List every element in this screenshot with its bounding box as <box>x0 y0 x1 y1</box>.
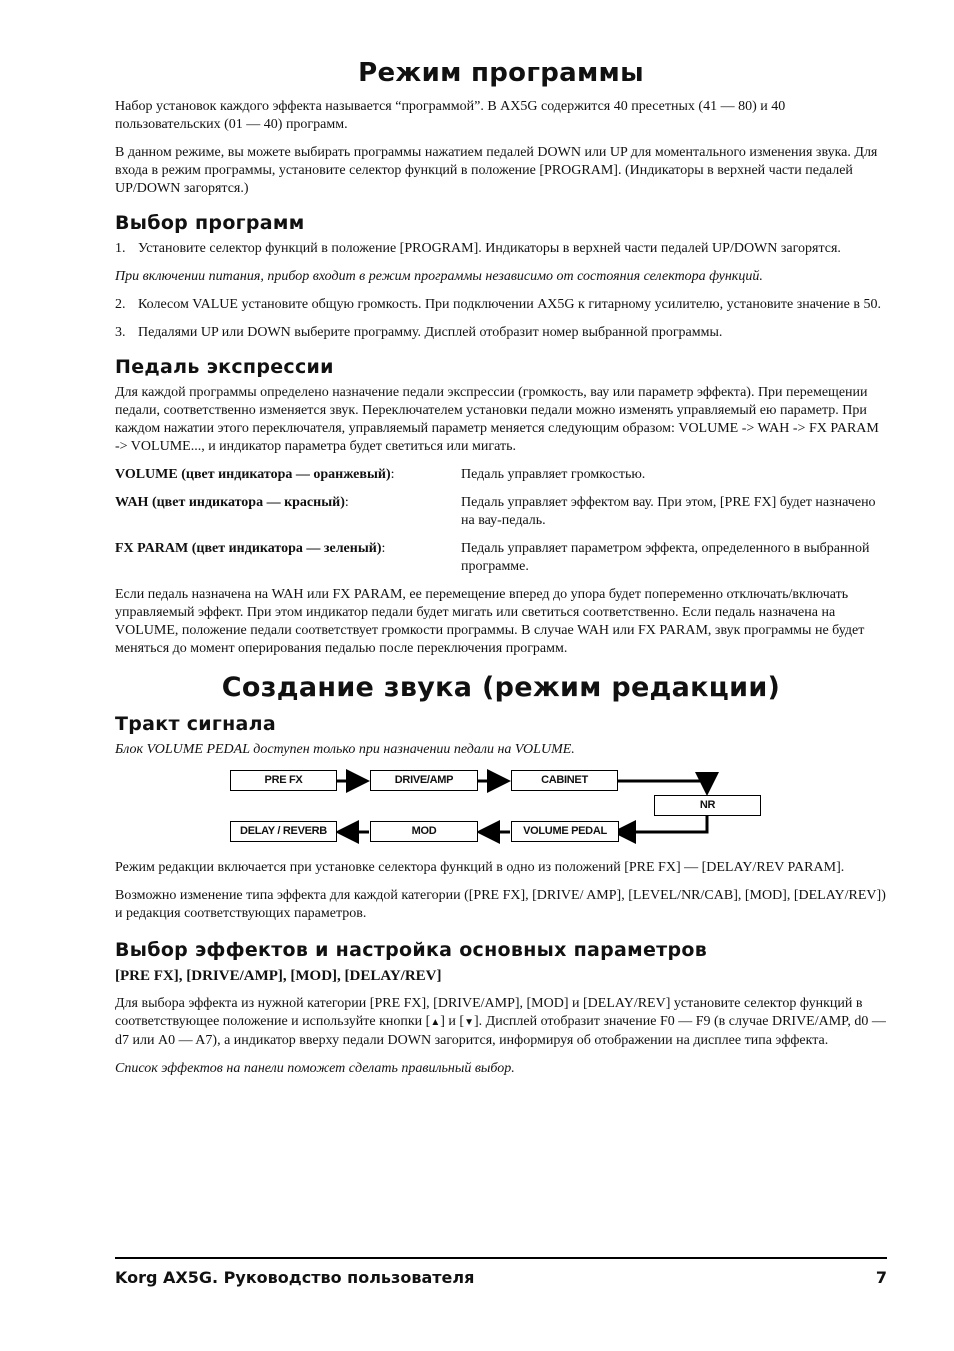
page-content <box>115 58 887 1088</box>
list-text: Колесом VALUE установите общую громкость. При подключении AX5G к гитарному усилителю, установите значение в 50. <box>138 297 881 312</box>
footer-divider <box>115 1257 887 1259</box>
definition-description: Педаль управляет эффектом вау. При этом, [PRE FX] будет назначено на вау-педаль. <box>461 495 876 528</box>
list-text: Педалями UP или DOWN выберите программу. Дисплей отобразит номер выбранной программы. <box>138 325 723 340</box>
effects-subheading: [PRE FX], [DRIVE/AMP], [MOD], [DELAY/REV] <box>115 968 442 984</box>
list-number: 2. <box>115 297 126 312</box>
signal-paragraph-1: Режим редакции включается при установке селектора функций в одно из положений [PRE FX] — [DELAY/REV PARAM]. <box>115 860 845 875</box>
arrow-nr-to-volpedal <box>618 816 707 832</box>
definition-row-volume <box>115 466 887 484</box>
definition-term: WAH (цвет индикатора — красный): <box>115 495 349 510</box>
power-on-note: При включении питания, прибор входит в режим программы независимо от состояния селектора функций. <box>115 269 763 284</box>
definition-term: FX PARAM (цвет индикатора — зеленый): <box>115 541 386 556</box>
heading-expression-pedal: Педаль экспрессии <box>115 356 334 378</box>
list-text: Установите селектор функций в положение [PROGRAM]. Индикаторы в верхней части педалей UP/DOWN загорятся. <box>138 241 841 256</box>
block-drive-amp: DRIVE/AMP <box>370 770 478 791</box>
effects-paragraph: Для выбора эффекта из нужной категории [PRE FX], [DRIVE/AMP], [MOD] и [DELAY/REV] установите селектор функций в соответствующее положение и используйте кнопки [▲] и [▼]. Дисплей отобразит значение F0 — F9 (в случае DRIVE/AMP, d0 — d7 или A0 — A7), а индикатор вверху педали DOWN загорится, информируя об отображении на дисплее типа эффекта. <box>115 996 886 1048</box>
block-nr: NR <box>654 795 761 816</box>
definition-row-fx-param <box>115 540 887 576</box>
down-arrow-icon: ▼ <box>464 1017 474 1028</box>
block-pre-fx: PRE FX <box>230 770 337 791</box>
list-number: 3. <box>115 325 126 340</box>
signal-flow-diagram <box>115 765 887 851</box>
heading-select-programs: Выбор программ <box>115 212 305 234</box>
footer-title: Korg AX5G. Руководство пользователя <box>115 1268 475 1287</box>
heading-signal-path: Тракт сигнала <box>115 713 276 735</box>
intro-paragraph-1: Набор установок каждого эффекта называется “программой”. В AX5G содержится 40 пресетных (41 — 80) и 40 пользовательских (01 — 40) программ. <box>115 99 786 132</box>
page-title: Режим программы <box>358 58 644 88</box>
definition-description: Педаль управляет параметром эффекта, определенного в выбранной программе. <box>461 541 870 574</box>
list-item <box>115 324 887 342</box>
expression-paragraph-2: Если педаль назначена на WAH или FX PARAM, ее перемещение вперед до упора будет попеременно отключать/включать управляемый эффект. При этом индикатор педали будет мигать или светиться соответственно. Если педаль назначена на VOLUME, положение педали соответствует громкости программы. В случае WAH или FX PARAM, звук программы не будет меняться до момент оперирования педалью после переключения программ. <box>115 587 865 656</box>
definition-row-wah <box>115 494 887 530</box>
section-title-sound-creation: Создание звука (режим редакции) <box>221 672 781 703</box>
definition-term: VOLUME (цвет индикатора — оранжевый): <box>115 467 395 482</box>
signal-paragraph-2: Возможно изменение типа эффекта для каждой категории ([PRE FX], [DRIVE/ AMP], [LEVEL/NR/CAB], [MOD], [DELAY/REV]) и редакция соответствующих параметров. <box>115 888 886 921</box>
page-footer <box>115 1268 887 1287</box>
block-mod: MOD <box>370 821 478 842</box>
list-item <box>115 240 887 258</box>
list-number: 1. <box>115 241 126 256</box>
list-item <box>115 296 887 314</box>
expression-paragraph-1: Для каждой программы определено назначение педали экспрессии (громкость, вау или параметр эффекта). При перемещении педали, соответственно изменяется звук. Переключателем установки педали можно изменять управляемый ею параметр. При каждом нажатии этого переключателя, управляемый параметр меняется следующим образом: VOLUME -> WAH -> FX PARAM -> VOLUME..., и индикатор параметра будет светиться или мигать. <box>115 385 879 454</box>
heading-effect-selection: Выбор эффектов и настройка основных параметров <box>115 939 708 961</box>
up-arrow-icon: ▲ <box>430 1017 441 1028</box>
block-volume-pedal: VOLUME PEDAL <box>511 821 619 842</box>
intro-paragraph-2: В данном режиме, вы можете выбирать программы нажатием педалей DOWN или UP для моментального изменения звука. Для входа в режим программы, установите селектор функций в положение [PROGRAM]. (Индикаторы в верхней части педалей UP/DOWN загорятся.) <box>115 145 878 196</box>
block-cabinet: CABINET <box>511 770 618 791</box>
effects-note: Список эффектов на панели поможет сделать правильный выбор. <box>115 1061 515 1076</box>
arrow-cabinet-to-nr <box>617 781 707 790</box>
page-number: 7 <box>875 1268 887 1287</box>
signal-path-note: Блок VOLUME PEDAL доступен только при назначении педали на VOLUME. <box>115 742 575 757</box>
definition-description: Педаль управляет громкостью. <box>461 467 646 482</box>
block-delay-reverb: DELAY / REVERB <box>230 821 337 842</box>
